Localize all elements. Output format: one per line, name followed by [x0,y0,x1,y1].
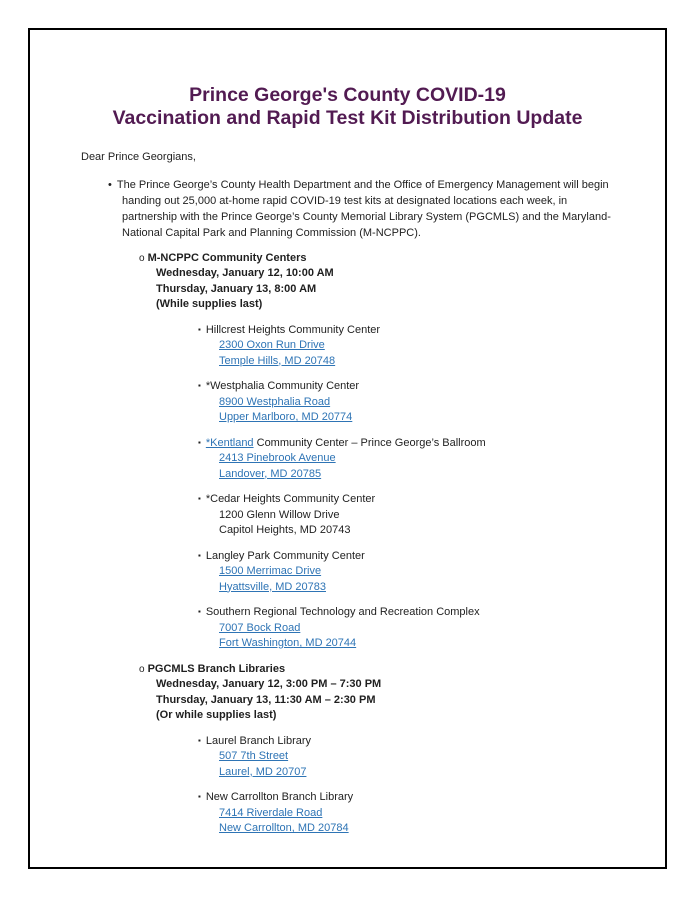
intro-text: The Prince George’s County Health Department and the Office of Emergency Management will begin handing out 25,000 at-home rapid COVID-19 test kits at designated locations each week, in partnership with the Prince George’s County Memorial Library System (PGCMLS) and the Maryland-National Capital Park and Planning Commission (M-NCPPC). [116,178,611,239]
address-link[interactable]: 507 7th Street [219,750,289,762]
square-bullet-icon: ▪ [198,792,201,801]
document-page [28,28,667,869]
location-name: Langley Park Community Center [205,549,365,562]
location-item [30,548,665,596]
location-name-row [198,733,665,750]
address-link[interactable]: 7007 Bock Road [219,621,301,634]
square-bullet-icon: ▪ [198,607,201,616]
location-name-row [198,604,665,621]
schedule-line: (While supplies last) [156,298,263,310]
location-item [30,789,665,837]
square-bullet-icon: ▪ [198,324,201,334]
address-link[interactable]: Temple Hills, MD 20748 [219,354,336,367]
intro-paragraph [108,177,622,241]
location-item [30,491,665,539]
address-link[interactable]: 2413 Pinebrook Avenue [219,452,336,464]
location-name: Hillcrest Heights Community Center [205,323,381,336]
location-name-row [198,322,665,339]
circle-bullet-icon: o [139,663,145,675]
location-item [30,378,665,426]
square-bullet-icon: ▪ [198,437,201,447]
salutation: Dear Prince Georgians, [81,151,196,163]
square-bullet-icon: ▪ [198,381,201,390]
schedule-line: (Or while supplies last) [156,709,277,721]
schedule-line: Wednesday, January 12, 10:00 AM [156,267,334,279]
section-pgcmls [30,662,665,837]
address-link[interactable]: Upper Marlboro, MD 20774 [219,411,353,423]
square-bullet-icon: ▪ [198,550,201,560]
section-m-ncppc [30,251,665,652]
location-item [30,435,665,483]
section-heading-row [139,662,665,678]
location-name-row [198,548,665,565]
address-link[interactable]: 1500 Merrimac Drive [219,565,322,577]
address-text: Capitol Heights, MD 20743 [219,524,351,536]
location-item [30,604,665,652]
location-name-row [198,378,665,395]
circle-bullet-icon: o [139,252,145,264]
location-name: Community Center – Prince George’s Ballroom [253,436,486,449]
location-name-link[interactable]: *Kentland [205,436,254,449]
location-name-row [198,789,665,806]
square-bullet-icon: ▪ [198,735,201,745]
schedule-line: Wednesday, January 12, 3:00 PM – 7:30 PM [156,678,382,690]
title-line-1: Prince George's County COVID-19 [189,84,506,106]
address-link[interactable]: 7414 Riverdale Road [219,806,323,819]
disc-bullet-icon: • [108,178,112,191]
section-heading: PGCMLS Branch Libraries [147,662,286,675]
location-name: Southern Regional Technology and Recreation Complex [205,606,480,618]
location-name: Laurel Branch Library [205,734,312,747]
document-title [40,84,655,129]
title-line-2: Vaccination and Rapid Test Kit Distribution Update [112,106,583,129]
location-item [30,733,665,781]
location-item [30,322,665,370]
address-text: 1200 Glenn Willow Drive [219,508,340,521]
address-link[interactable]: Hyattsville, MD 20783 [219,580,326,593]
section-heading: M-NCPPC Community Centers [147,251,307,264]
address-link[interactable]: Landover, MD 20785 [219,467,322,480]
address-link[interactable]: 8900 Westphalia Road [219,395,331,408]
schedule-line: Thursday, January 13, 11:30 AM – 2:30 PM [156,693,376,706]
location-name: New Carrollton Branch Library [205,791,354,803]
address-link[interactable]: 2300 Oxon Run Drive [219,339,325,351]
location-name-row [198,491,665,508]
address-link[interactable]: Fort Washington, MD 20744 [219,637,357,649]
schedule-line: Thursday, January 13, 8:00 AM [156,282,317,295]
square-bullet-icon: ▪ [198,494,201,503]
section-heading-row [139,251,665,267]
location-name: *Cedar Heights Community Center [205,493,376,505]
location-name-row [198,435,665,452]
address-link[interactable]: Laurel, MD 20707 [219,765,307,778]
location-name: *Westphalia Community Center [205,380,360,392]
address-link[interactable]: New Carrollton, MD 20784 [219,822,349,834]
